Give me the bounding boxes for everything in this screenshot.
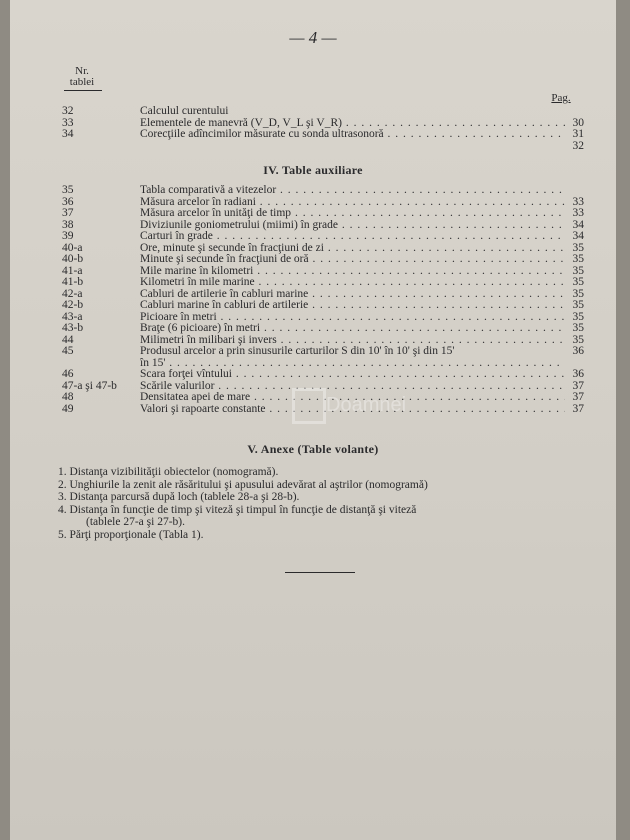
section-heading-iv: IV. Table auxiliare [263,163,363,177]
watermark [292,388,422,428]
watermark-text: Doamnei [326,394,407,416]
toc-section-iv [10,185,616,415]
column-header-pag: Pag. [551,92,571,104]
toc-row: 44 Milimetri în milibari şi invers . . . 35 [10,335,616,347]
section-heading-v: V. Anexe (Table volante) [247,442,379,456]
toc-row: 33 Elementele de manevră (V_D, V_L şi V_R) . . . 30 [10,118,616,130]
column-header-nr-line2: tablei [69,76,95,88]
toc-row: 34 Corecţiile adîncimilor măsurate cu sonda ultrasonoră . . . 31 [10,129,616,141]
toc-row: 40-b Minute şi secunde în fracţiuni de oră . . . 35 [10,254,616,266]
annex-item: 1. Distanţa vizibilităţii obiectelor (nomogramă). [58,466,279,478]
watermark-logo-icon [292,388,326,424]
toc-row: 35 Tabla comparativă a vitezelor . . . [10,185,616,197]
toc-row: 36 Măsura arcelor în radiani . . . 33 [10,197,616,209]
toc-row: 41-a Mile marine în kilometri . . . 35 [10,266,616,278]
column-header-nr-line1: Nr. [75,65,89,77]
document-page [10,0,616,840]
annex-item: 2. Unghiurile la zenit ale răsăritului şi apusului adevărat al aştrilor (nomogramă) [58,478,428,491]
toc-row: 41-b Kilometri în mile marine . . . 35 [10,277,616,289]
toc-row: 42-b Cabluri marine în cabluri de artilerie . . . 35 [10,300,616,312]
column-header-nr [62,66,102,88]
toc-row: 32 [572,139,584,152]
annex-list [58,466,578,541]
annex-item: 4. Distanţa în funcţie de timp şi viteză şi timpul în funcţie de distanţă şi viteză (tablele 27-a şi 27-b). [58,503,417,528]
toc-row: 49 Valori şi rapoarte constante . . . 37 [10,404,616,416]
annex-item: 3. Distanţa parcursă după loch (tablele 28-a şi 28-b). [58,491,300,503]
annex-item: 5. Părţi proporţionale (Tabla 1). [58,528,204,541]
toc-row: în 15' . . . [10,358,616,370]
toc-row: 40-a Ore, minute şi secunde în fracţiuni de zi . . . 35 [10,243,616,255]
toc-row: 42-a Cabluri de artilerie în cabluri marine . . . 35 [10,289,616,301]
toc-row: 39 Carturi în grade . . . 34 [10,231,616,243]
toc-row: 46 Scara forţei vîntului . . . 36 [10,369,616,381]
toc-row: 43-a Picioare în metri . . . 35 [10,312,616,324]
toc-row: 45 Produsul arcelor a prin sinusurile carturilor S din 10' în 10' şi din 15' 36 [62,345,584,357]
toc-row: 32 Calculul curentului [62,105,229,117]
end-rule [285,572,355,573]
toc-row: 43-b Braţe (6 picioare) în metri . . . 35 [10,323,616,335]
toc-row: 37 Măsura arcelor în unităţi de timp . . . 33 [10,208,616,220]
toc-section-iii-tail [10,106,616,152]
toc-row: 47-a şi 47-b Scările valurilor . . . 37 [10,381,616,393]
page-number: — 4 — [289,28,337,47]
toc-row: 48 Densitatea apei de mare . . . 37 [10,392,616,404]
header-rule [64,90,102,91]
toc-row: 38 Diviziunile goniometrului (miimi) în grade . . . 34 [10,220,616,232]
